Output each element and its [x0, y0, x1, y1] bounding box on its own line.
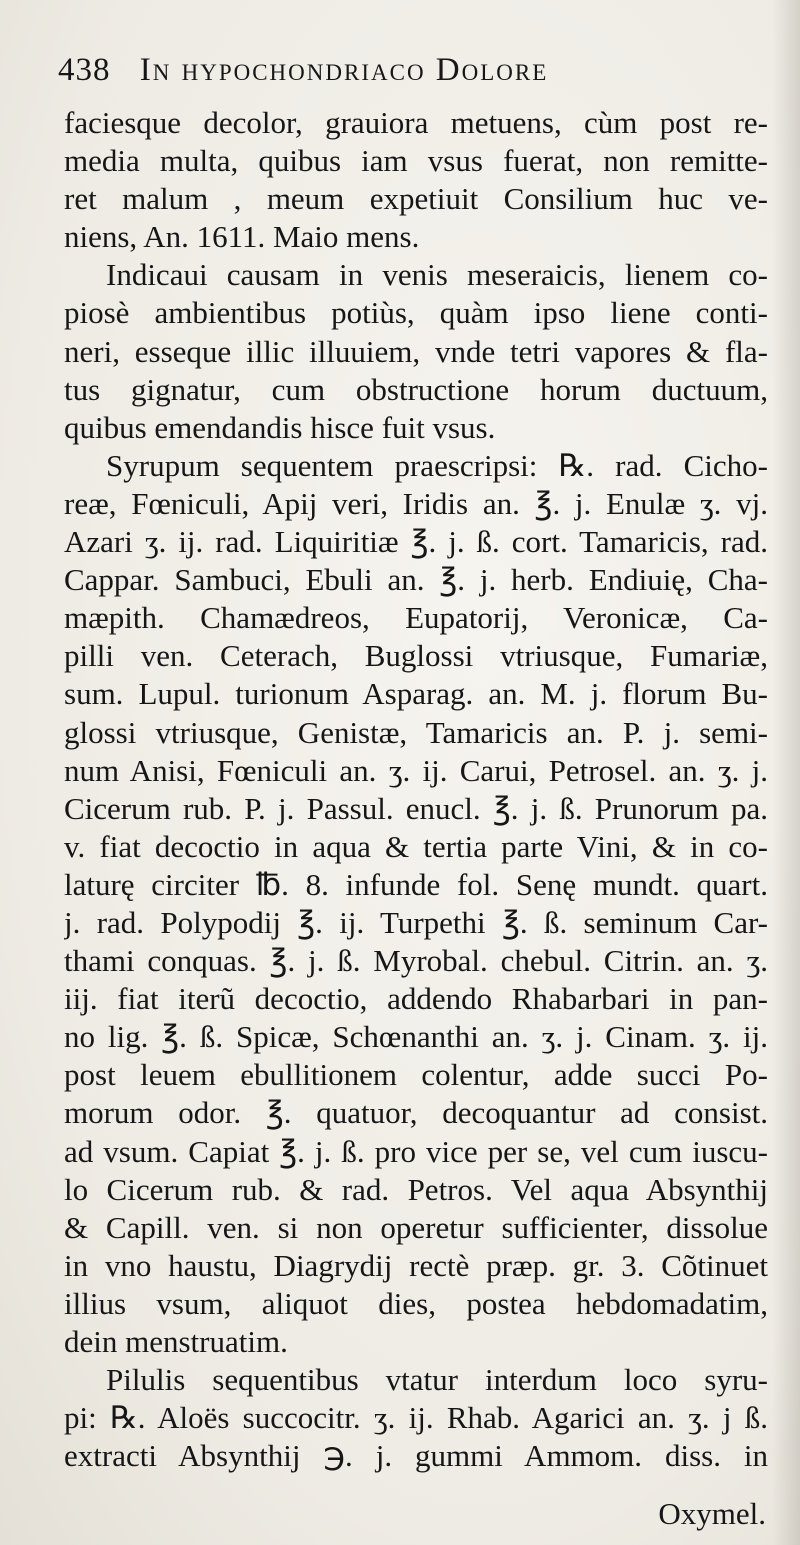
text-line: faciesque decolor, grauiora metuens, cùm post re- — [64, 105, 768, 140]
text-line: ret malum , meum expetiuit Consilium huc ve- — [64, 181, 768, 217]
text-line: mæpith. Chamædreos, Eupatorij, Veronicæ, Ca- — [64, 600, 768, 636]
text-line: Azari ʒ. ij. rad. Liquiritiæ ℥. j. ß. cort. Tamaricis, rad. — [64, 524, 768, 560]
text-line: num Anisi, Fœniculi an. ʒ. ij. Carui, Petrosel. an. ʒ. j. — [64, 752, 768, 788]
page-number: 438 — [58, 52, 111, 88]
text-line: Indicaui causam in venis meseraicis, lienem co- — [106, 257, 768, 293]
text-line: quibus emendandis hisce fuit vsus. — [64, 409, 496, 445]
text-line: niens, An. 1611. Maio mens. — [64, 219, 420, 255]
text-line: ad vsum. Capiat ℥. j. ß. pro vice per se, vel cum iuscu- — [64, 1133, 768, 1169]
text-line: sum. Lupul. turionum Asparag. an. M. j. florum Bu- — [64, 676, 768, 712]
text-line: lo Cicerum rub. & rad. Petros. Vel aqua Absynthij — [64, 1171, 768, 1207]
text-line: tus gignatur, cum obstructione horum ductuum, — [64, 371, 768, 407]
text-line: no lig. ℥. ß. Spicæ, Schœnanthi an. ʒ. j. Cinam. ʒ. ij. — [64, 1019, 768, 1055]
text-line: illius vsum, aliquot dies, postea hebdomadatim, — [64, 1285, 768, 1321]
text-line: reæ, Fœniculi, Apij veri, Iridis an. ℥. j. Enulæ ʒ. vj. — [64, 485, 768, 521]
catchword: Oxymel. — [658, 1496, 766, 1531]
text-line: thami conquas. ℥. j. ß. Myrobal. chebul. Citrin. an. ʒ. — [64, 943, 768, 979]
text-line: Cappar. Sambuci, Ebuli an. ℥. j. herb. Endiuię, Cha- — [64, 562, 768, 598]
text-line: in vno haustu, Diagrydij rectè præp. gr. 3. Cõtinuet — [64, 1247, 768, 1283]
text-line: v. fiat decoctio in aqua & tertia parte Vini, & in co- — [64, 828, 768, 864]
text-line: iij. fiat iterũ decoctio, addendo Rhabarbari in pan- — [64, 981, 768, 1017]
running-title: In hypochondriaco Dolore — [139, 52, 549, 88]
body-text — [64, 104, 768, 1475]
page-edge-shadow — [772, 0, 800, 1545]
text-line: pilli ven. Ceterach, Buglossi vtriusque, Fumariæ, — [64, 638, 768, 674]
text-line: j. rad. Polypodij ℥. ij. Turpethi ℥. ß. seminum Car- — [64, 904, 768, 940]
text-line: Pilulis sequentibus vtatur interdum loco syru- — [106, 1362, 768, 1398]
text-line: Cicerum rub. P. j. Passul. enucl. ℥. j. ß. Prunorum pa. — [64, 790, 768, 826]
text-line: extracti Absynthij ℈. j. gummi Ammom. diss. in — [64, 1438, 768, 1474]
text-line: media multa, quibus iam vsus fuerat, non remitte- — [64, 143, 768, 179]
text-line: neri, esseque illic illuuiem, vnde tetri vapores & fla- — [64, 333, 768, 369]
text-line: post leuem ebullitionem colentur, adde succi Po- — [64, 1057, 768, 1093]
text-line: morum odor. ℥. quatuor, decoquantur ad consist. — [64, 1095, 768, 1131]
text-line: laturę circiter ℔. 8. infunde fol. Senę mundt. quart. — [64, 866, 768, 902]
text-line: & Capill. ven. si non operetur sufficienter, dissolue — [64, 1209, 768, 1245]
text-line: Syrupum sequentem praescripsi: ℞. rad. Cicho- — [106, 447, 768, 483]
text-line: glossi vtriusque, Genistæ, Tamaricis an. P. j. semi- — [64, 714, 768, 750]
text-line: pi: ℞. Aloës succocitr. ʒ. ij. Rhab. Agarici an. ʒ. j ß. — [64, 1400, 768, 1436]
text-line: dein menstruatim. — [64, 1324, 288, 1359]
text-line: piosè ambientibus potiùs, quàm ipso liene conti- — [64, 295, 768, 331]
page-header — [58, 52, 748, 102]
